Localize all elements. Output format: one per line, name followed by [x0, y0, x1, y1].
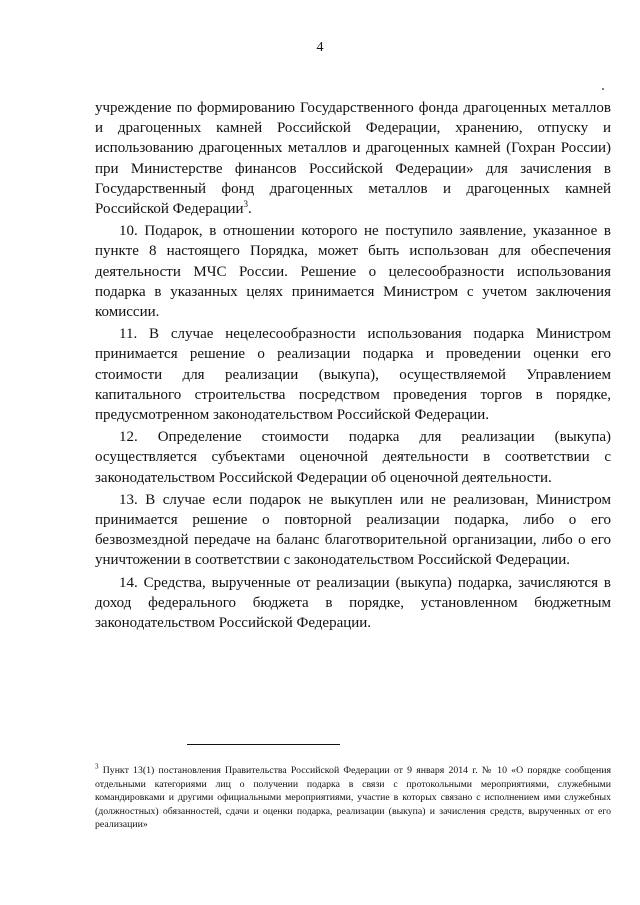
paragraph-10: 10. Подарок, в отношении которого не поступило заявление, указанное в пункте 8 настоящего Порядка, может быть использован для обеспечения деятельности МЧС России. Решение о целесообразности использования подарка в указанных целях принимается Министром с учетом заключения комиссии.: [95, 223, 611, 321]
footnote-marker: 3: [95, 762, 99, 771]
footnote-separator: [187, 744, 340, 745]
paragraph-continuation-suffix: .: [248, 201, 252, 218]
paragraph-11: 11. В случае нецелесообразности использования подарка Министром принимается решение о реализации подарка и проведении оценки его стоимости для реализации (выкупа), осуществляемой Управлением капитального строительства посредством проведения торгов в порядке, предусмотренном законодательством Российской Федерации.: [95, 326, 611, 424]
paragraph-continuation-text: учреждение по формированию Государственного фонда драгоценных металлов и драгоценных камней Российской Федерации, хранению, отпуску и использованию драгоценных металлов и драгоценных камней (Гохран России) при Министерстве финансов Российской Федерации» для зачисления в Государственный фонд драгоценных металлов и драгоценных камней Российской Федерации: [95, 100, 611, 218]
paragraph-12: 12. Определение стоимости подарка для реализации (выкупа) осуществляется субъектами оценочной деятельности в соответствии с законодательством Российской Федерации об оценочной деятельности.: [95, 429, 611, 486]
footnote-text: Пункт 13(1) постановления Правительства Российской Федерации от 9 января 2014 г. № 10 «О порядке сообщения отдельными категориями лиц о получении подарка в связи с протокольными мероприятиями, служебными командировками и другими официальными мероприятиями, участие в которых связано с исполнением ими служебных (должностных) обязанностей, сдачи и оценки подарка, реализации (выкупа) и зачисления средств, вырученных от его реализации»: [95, 765, 611, 831]
footnote: [95, 764, 611, 832]
scan-speck: [602, 88, 604, 90]
page-number: 4: [316, 40, 324, 55]
paragraph-14: 14. Средства, вырученные от реализации (выкупа) подарка, зачисляются в доход федерального бюджета в порядке, установленном бюджетным законодательством Российской Федерации.: [95, 574, 611, 632]
paragraph-continuation: [95, 98, 611, 219]
document-body: [95, 98, 611, 635]
paragraph-13: 13. В случае если подарок не выкуплен или не реализован, Министром принимается решение о повторной реализации подарка, либо о его безвозмездной передаче на баланс благотворительной организации, либо о его уничтожении в соответствии с законодательством Российской Федерации.: [95, 491, 611, 569]
footnote-reference: 3: [243, 199, 249, 210]
